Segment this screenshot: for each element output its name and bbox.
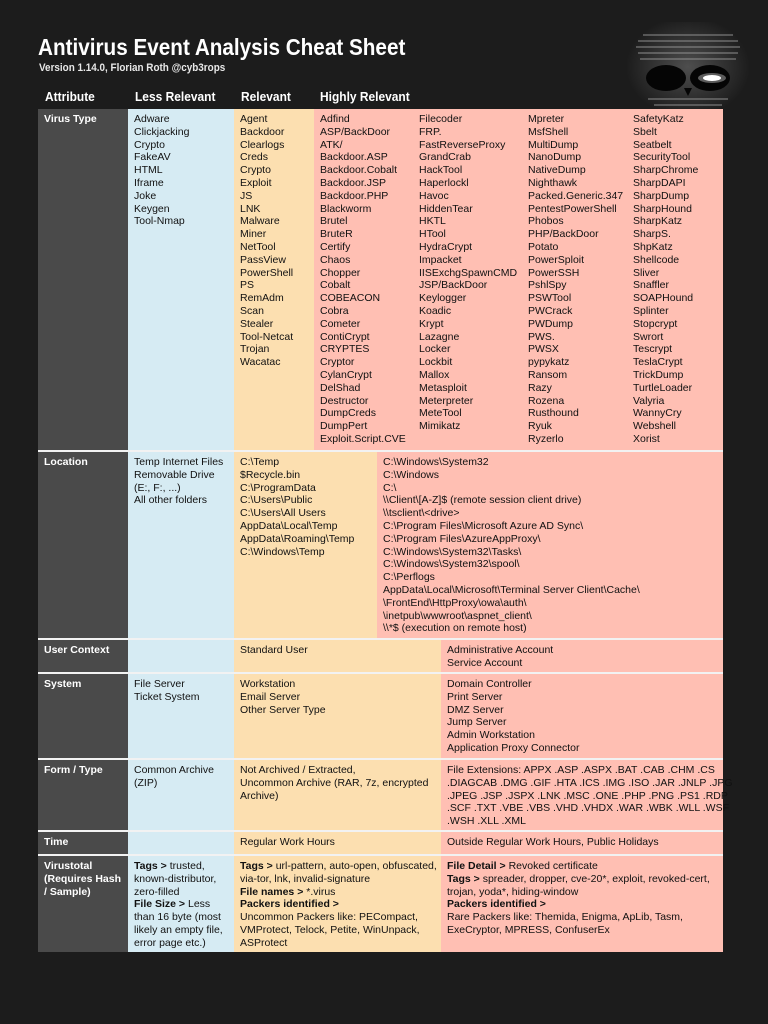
list-item: Phobos bbox=[528, 215, 564, 228]
list-item: Meterpreter bbox=[419, 394, 474, 407]
list-item: ATK/ bbox=[320, 138, 343, 151]
list-item: Xorist bbox=[633, 432, 660, 445]
tags-key: Tags > bbox=[447, 872, 480, 885]
list-item: LNK bbox=[240, 202, 261, 215]
list-item: Print Server bbox=[447, 690, 503, 703]
list-item: CylanCrypt bbox=[320, 368, 372, 381]
header-highly-relevant: Highly Relevant bbox=[320, 89, 410, 104]
list-item: Cobalt bbox=[320, 279, 351, 292]
list-item: C:\Windows\System32\Tasks\ bbox=[383, 545, 522, 558]
list-item: Ransom bbox=[528, 368, 568, 381]
tags-key: Tags > bbox=[240, 860, 273, 872]
list-item: Application Proxy Connector bbox=[447, 741, 580, 754]
row-label-text: Location bbox=[44, 456, 88, 468]
list-item: AppData\Roaming\Temp bbox=[240, 532, 355, 545]
list-item: DumpCreds bbox=[320, 407, 377, 420]
list-item: C:\Users\Public bbox=[240, 494, 313, 507]
list-item: Domain Controller bbox=[447, 678, 532, 690]
row-label-text: Virustotal bbox=[44, 860, 93, 872]
list-item: Email Server bbox=[240, 690, 301, 703]
list-item: Cryptor bbox=[320, 356, 355, 369]
form-type-highly-cell bbox=[441, 760, 733, 830]
row-label-text: (Requires Hash bbox=[44, 872, 122, 885]
list-item: PowerSSH bbox=[528, 266, 580, 279]
list-item: SharpDump bbox=[633, 189, 690, 202]
list-item: Wacatac bbox=[240, 356, 281, 369]
list-item: PentestPowerShell bbox=[528, 202, 617, 215]
list-item: Iframe bbox=[134, 176, 164, 189]
list-item: PS bbox=[240, 279, 255, 292]
user-context-relevant-cell bbox=[234, 640, 441, 672]
list-item: C:\Windows\System32 bbox=[383, 456, 489, 468]
list-item: likely an empty file, bbox=[134, 923, 223, 936]
location-less-cell bbox=[128, 452, 234, 638]
list-item: Clickjacking bbox=[134, 125, 190, 138]
list-item: Jump Server bbox=[447, 716, 507, 729]
list-item: DelShad bbox=[320, 381, 361, 394]
list-item: HackTool bbox=[419, 164, 463, 177]
list-item: ContiCrypt bbox=[320, 330, 370, 343]
list-item: ASP/BackDoor bbox=[320, 125, 391, 138]
header-less-relevant: Less Relevant bbox=[135, 89, 216, 104]
list-item: \FrontEnd\HttpProxy\owa\auth\ bbox=[383, 596, 527, 609]
list-item: Outside Regular Work Hours, Public Holidays bbox=[447, 836, 659, 848]
list-item: Tool-Nmap bbox=[134, 215, 185, 228]
list-item: Adfind bbox=[320, 113, 350, 125]
header-relevant: Relevant bbox=[241, 89, 291, 104]
list-item: RemAdm bbox=[240, 292, 284, 305]
file-names-value: *.virus bbox=[303, 885, 336, 898]
virustotal-less-cell bbox=[128, 856, 234, 952]
list-item: ASProtect bbox=[240, 936, 288, 949]
list-item: C:\ bbox=[383, 481, 397, 494]
list-item: File Server bbox=[134, 678, 185, 690]
packers-key: Packers identified > bbox=[447, 898, 546, 911]
virus-type-less-cell bbox=[128, 109, 234, 450]
list-item: HTML bbox=[134, 164, 163, 177]
list-item: ShpKatz bbox=[633, 240, 673, 253]
list-item: .SCF .TXT .VBE .VBS .VHD .VHDX .WAR .WBK .WLL .WSF bbox=[447, 802, 729, 815]
list-item: trojan, yoda*, hiding-window bbox=[447, 885, 579, 898]
list-item: ExeCryptor, MPRESS, ConfuserEx bbox=[447, 923, 610, 936]
list-item: PWCrack bbox=[528, 304, 573, 317]
tags-value: url-pattern, auto-open, obfuscated, bbox=[272, 860, 437, 872]
list-item: Tescrypt bbox=[633, 343, 673, 356]
list-item: Joke bbox=[134, 189, 157, 202]
list-item: Impacket bbox=[419, 253, 462, 266]
list-item: DumpPert bbox=[320, 420, 368, 433]
file-detail-key: File Detail > bbox=[447, 860, 506, 872]
user-context-less-cell bbox=[128, 640, 234, 672]
list-item: Uncommon Archive (RAR, 7z, encrypted bbox=[240, 776, 429, 789]
list-item: pypykatz bbox=[528, 356, 570, 369]
list-item: C:\Program Files\AzureAppProxy\ bbox=[383, 532, 541, 545]
system-relevant-cell bbox=[234, 674, 441, 758]
list-item: error page etc.) bbox=[134, 936, 206, 949]
list-item: SharpKatz bbox=[633, 215, 683, 228]
list-item: File Extensions: APPX .ASP .ASPX .BAT .CAB .CHM .CS bbox=[447, 764, 715, 776]
list-item: DMZ Server bbox=[447, 703, 504, 716]
list-item: Miner bbox=[240, 228, 267, 241]
list-item: SOAPHound bbox=[633, 292, 694, 305]
row-label-form-type bbox=[38, 760, 128, 830]
list-item: Backdoor bbox=[240, 125, 285, 138]
list-item: Removable Drive bbox=[134, 468, 215, 481]
file-names-key: File names > bbox=[240, 885, 304, 898]
list-item: All other folders bbox=[134, 494, 207, 507]
list-item: MeteTool bbox=[419, 407, 462, 420]
list-item: Admin Workstation bbox=[447, 729, 535, 742]
list-item: via-tor, lnk, invalid-signature bbox=[240, 872, 371, 885]
list-item: VMProtect, Telock, Petite, WinUnpack, bbox=[240, 923, 420, 936]
list-item: TeslaCrypt bbox=[633, 356, 683, 369]
list-item: known-distributor, bbox=[134, 872, 217, 885]
file-size-value: Less bbox=[185, 898, 211, 911]
list-item: FRP. bbox=[419, 125, 442, 138]
list-item: Ryuk bbox=[528, 420, 552, 433]
row-label-text: User Context bbox=[44, 644, 110, 656]
row-label-time bbox=[38, 832, 128, 854]
list-item: Metasploit bbox=[419, 381, 467, 394]
list-item: MultiDump bbox=[528, 138, 579, 151]
form-type-relevant-cell bbox=[234, 760, 441, 830]
list-item: Splinter bbox=[633, 304, 669, 317]
list-item: Ticket System bbox=[134, 690, 200, 703]
page-title: Antivirus Event Analysis Cheat Sheet bbox=[38, 34, 406, 60]
list-item: Destructor bbox=[320, 394, 369, 407]
list-item: Malware bbox=[240, 215, 280, 228]
list-item: AppData\Local\Microsoft\Terminal Server Client\Cache\ bbox=[383, 583, 640, 596]
row-label-virus-type bbox=[38, 109, 128, 450]
list-item: Razy bbox=[528, 381, 552, 394]
list-item: SecurityTool bbox=[633, 151, 691, 164]
tags-value: spreader, dropper, cve-20*, exploit, revoked-cert, bbox=[479, 872, 710, 885]
list-item: WannyCry bbox=[633, 407, 682, 420]
location-relevant-cell bbox=[234, 452, 377, 638]
list-item: Adware bbox=[134, 113, 170, 125]
list-item: PshlSpy bbox=[528, 279, 567, 292]
time-less-cell bbox=[128, 832, 234, 854]
list-item: SharpDAPI bbox=[633, 176, 686, 189]
list-item: .DIAGCAB .DMG .GIF .HTA .ICS .IMG .ISO .JAR .JNLP .JPG bbox=[447, 776, 733, 789]
list-item: Standard User bbox=[240, 644, 308, 656]
list-item: Nighthawk bbox=[528, 176, 578, 189]
list-item: Workstation bbox=[240, 678, 296, 690]
list-item: C:\Users\All Users bbox=[240, 507, 326, 520]
list-item: (E:, F:, ...) bbox=[134, 481, 181, 494]
list-item: GrandCrab bbox=[419, 151, 471, 164]
list-item: Swrort bbox=[633, 330, 664, 343]
list-item: PowerShell bbox=[240, 266, 294, 279]
list-item: than 16 byte (most bbox=[134, 911, 221, 924]
list-item: C:\Perflogs bbox=[383, 571, 435, 584]
list-item: Archive) bbox=[240, 789, 279, 802]
list-item: NativeDump bbox=[528, 164, 586, 177]
list-item: COBEACON bbox=[320, 292, 381, 305]
list-item: PSWTool bbox=[528, 292, 572, 305]
time-highly-cell bbox=[441, 832, 723, 854]
list-item: Brutel bbox=[320, 215, 348, 228]
list-item: Creds bbox=[240, 151, 269, 164]
list-item: C:\Windows\System32\spool\ bbox=[383, 558, 520, 571]
list-item: Temp Internet Files bbox=[134, 456, 224, 468]
list-item: Service Account bbox=[447, 656, 523, 669]
list-item: Valyria bbox=[633, 394, 665, 407]
list-item: Crypto bbox=[134, 138, 165, 151]
list-item: SharpHound bbox=[633, 202, 692, 215]
packers-key: Packers identified > bbox=[240, 898, 339, 911]
list-item: Regular Work Hours bbox=[240, 836, 335, 848]
list-item: PWS. bbox=[528, 330, 555, 343]
list-item: Trojan bbox=[240, 343, 270, 356]
list-item: \\Client\[A-Z]$ (remote session client drive) bbox=[383, 494, 582, 507]
list-item: Backdoor.Cobalt bbox=[320, 164, 398, 177]
list-item: C:\Windows bbox=[383, 468, 440, 481]
list-item: HKTL bbox=[419, 215, 446, 228]
list-item: Mpreter bbox=[528, 113, 565, 125]
list-item: Stealer bbox=[240, 317, 274, 330]
list-item: Chopper bbox=[320, 266, 361, 279]
virus-type-highly-col-1 bbox=[320, 113, 406, 446]
list-item: zero-filled bbox=[134, 885, 180, 898]
list-item: Koadic bbox=[419, 304, 452, 317]
list-item: JSP/BackDoor bbox=[419, 279, 488, 292]
list-item: SharpS. bbox=[633, 228, 671, 241]
virus-type-highly-cell bbox=[314, 109, 723, 450]
list-item: JS bbox=[240, 189, 253, 202]
system-less-cell bbox=[128, 674, 234, 758]
list-item: PHP/BackDoor bbox=[528, 228, 599, 241]
row-label-virustotal bbox=[38, 856, 128, 952]
list-item: Blackworm bbox=[320, 202, 372, 215]
row-label-system bbox=[38, 674, 128, 758]
list-item: Stopcrypt bbox=[633, 317, 678, 330]
list-item: Ryzerlo bbox=[528, 432, 564, 445]
list-item: Backdoor.ASP bbox=[320, 151, 388, 164]
list-item: MsfShell bbox=[528, 125, 569, 138]
list-item: Lockbit bbox=[419, 356, 453, 369]
list-item: \inetpub\wwwroot\aspnet_client\ bbox=[383, 609, 532, 622]
list-item: Chaos bbox=[320, 253, 351, 266]
form-type-less-cell bbox=[128, 760, 234, 830]
list-item: Snaffler bbox=[633, 279, 669, 292]
list-item: Cobra bbox=[320, 304, 349, 317]
list-item: Packed.Generic.347 bbox=[528, 189, 624, 202]
list-item: Havoc bbox=[419, 189, 449, 202]
page-subtitle: Version 1.14.0, Florian Roth @cyb3rops bbox=[39, 62, 226, 74]
list-item: C:\ProgramData bbox=[240, 481, 316, 494]
row-label-user-context bbox=[38, 640, 128, 672]
skull-graphic bbox=[608, 22, 758, 122]
list-item: Keylogger bbox=[419, 292, 467, 305]
list-item: Not Archived / Extracted, bbox=[240, 764, 356, 776]
list-item: Backdoor.JSP bbox=[320, 176, 386, 189]
list-item: TrickDump bbox=[633, 368, 684, 381]
list-item: PWDump bbox=[528, 317, 573, 330]
list-item: C:\Program Files\Microsoft Azure AD Sync\ bbox=[383, 519, 584, 532]
virustotal-relevant-cell bbox=[234, 856, 441, 952]
list-item: Filecoder bbox=[419, 113, 463, 125]
list-item: Seatbelt bbox=[633, 138, 672, 151]
tags-key: Tags > bbox=[134, 860, 167, 872]
row-label-text: / Sample) bbox=[44, 885, 91, 898]
list-item: \\*$ (execution on remote host) bbox=[383, 622, 527, 635]
list-item: FakeAV bbox=[134, 151, 171, 164]
virus-type-highly-col-3 bbox=[528, 113, 623, 446]
list-item: PassView bbox=[240, 253, 286, 266]
list-item: Cometer bbox=[320, 317, 361, 330]
list-item: Crypto bbox=[240, 164, 271, 177]
list-item: Clearlogs bbox=[240, 138, 285, 151]
list-item: SafetyKatz bbox=[633, 113, 684, 125]
list-item: NetTool bbox=[240, 240, 276, 253]
location-highly-cell bbox=[377, 452, 723, 638]
virus-type-highly-col-4 bbox=[633, 113, 698, 446]
list-item: Agent bbox=[240, 113, 268, 125]
list-item: Common Archive bbox=[134, 764, 214, 776]
list-item: Sbelt bbox=[633, 125, 657, 138]
list-item: Certify bbox=[320, 240, 351, 253]
list-item: (ZIP) bbox=[134, 776, 158, 789]
tags-value: trusted, bbox=[166, 860, 205, 872]
list-item: \\tsclient\<drive> bbox=[383, 507, 460, 520]
list-item: IISExchgSpawnCMD bbox=[419, 266, 518, 279]
list-item: Backdoor.PHP bbox=[320, 189, 389, 202]
list-item: Keygen bbox=[134, 202, 170, 215]
list-item: HiddenTear bbox=[419, 202, 473, 215]
list-item: AppData\Local\Temp bbox=[240, 519, 338, 532]
list-item: Rozena bbox=[528, 394, 565, 407]
list-item: Exploit.Script.CVE bbox=[320, 432, 406, 445]
list-item: PWSX bbox=[528, 343, 559, 356]
header-attribute: Attribute bbox=[45, 89, 95, 104]
list-item: Exploit bbox=[240, 176, 272, 189]
virus-type-relevant-cell bbox=[234, 109, 314, 450]
row-label-location bbox=[38, 452, 128, 638]
list-item: NanoDump bbox=[528, 151, 582, 164]
system-highly-cell bbox=[441, 674, 723, 758]
list-item: HydraCrypt bbox=[419, 240, 473, 253]
row-label-text: System bbox=[44, 678, 82, 690]
file-detail-value: Revoked certificate bbox=[505, 860, 598, 872]
list-item: Sliver bbox=[633, 266, 660, 279]
list-item: Krypt bbox=[419, 317, 444, 330]
virustotal-highly-cell bbox=[441, 856, 723, 952]
list-item: FastReverseProxy bbox=[419, 138, 506, 151]
list-item: Other Server Type bbox=[240, 703, 326, 716]
list-item: Haperlockl bbox=[419, 176, 469, 189]
row-label-text: Form / Type bbox=[44, 764, 103, 776]
list-item: Webshell bbox=[633, 420, 676, 433]
list-item: TurtleLoader bbox=[633, 381, 693, 394]
list-item: C:\Windows\Temp bbox=[240, 545, 325, 558]
list-item: Shellcode bbox=[633, 253, 680, 266]
time-relevant-cell bbox=[234, 832, 441, 854]
list-item: SharpChrome bbox=[633, 164, 699, 177]
list-item: .JPEG .JSP .JSPX .LNK .MSC .ONE .PHP .PNG .PS1 .RDP bbox=[447, 789, 728, 802]
list-item: BruteR bbox=[320, 228, 353, 241]
list-item: HTool bbox=[419, 228, 446, 241]
list-item: Rusthound bbox=[528, 407, 579, 420]
user-context-highly-cell bbox=[441, 640, 723, 672]
list-item: CRYPTES bbox=[320, 343, 370, 356]
list-item: C:\Temp bbox=[240, 456, 280, 468]
list-item: Scan bbox=[240, 304, 264, 317]
list-item: PowerSploit bbox=[528, 253, 585, 266]
list-item: Mimikatz bbox=[419, 420, 461, 433]
list-item: Mallox bbox=[419, 368, 450, 381]
file-size-key: File Size > bbox=[134, 898, 186, 911]
list-item: .WSH .XLL .XML bbox=[447, 815, 526, 828]
row-label-text: Time bbox=[44, 836, 69, 848]
list-item: Uncommon Packers like: PECompact, bbox=[240, 911, 418, 924]
list-item: Tool-Netcat bbox=[240, 330, 294, 343]
list-item: Rare Packers like: Themida, Enigma, ApLib, Tasm, bbox=[447, 911, 683, 924]
list-item: Administrative Account bbox=[447, 644, 554, 656]
virus-type-highly-col-2 bbox=[419, 113, 517, 433]
row-label-text: Virus Type bbox=[44, 113, 97, 125]
list-item: Lazagne bbox=[419, 330, 460, 343]
list-item: $Recycle.bin bbox=[240, 468, 301, 481]
list-item: Potato bbox=[528, 240, 559, 253]
list-item: Locker bbox=[419, 343, 451, 356]
